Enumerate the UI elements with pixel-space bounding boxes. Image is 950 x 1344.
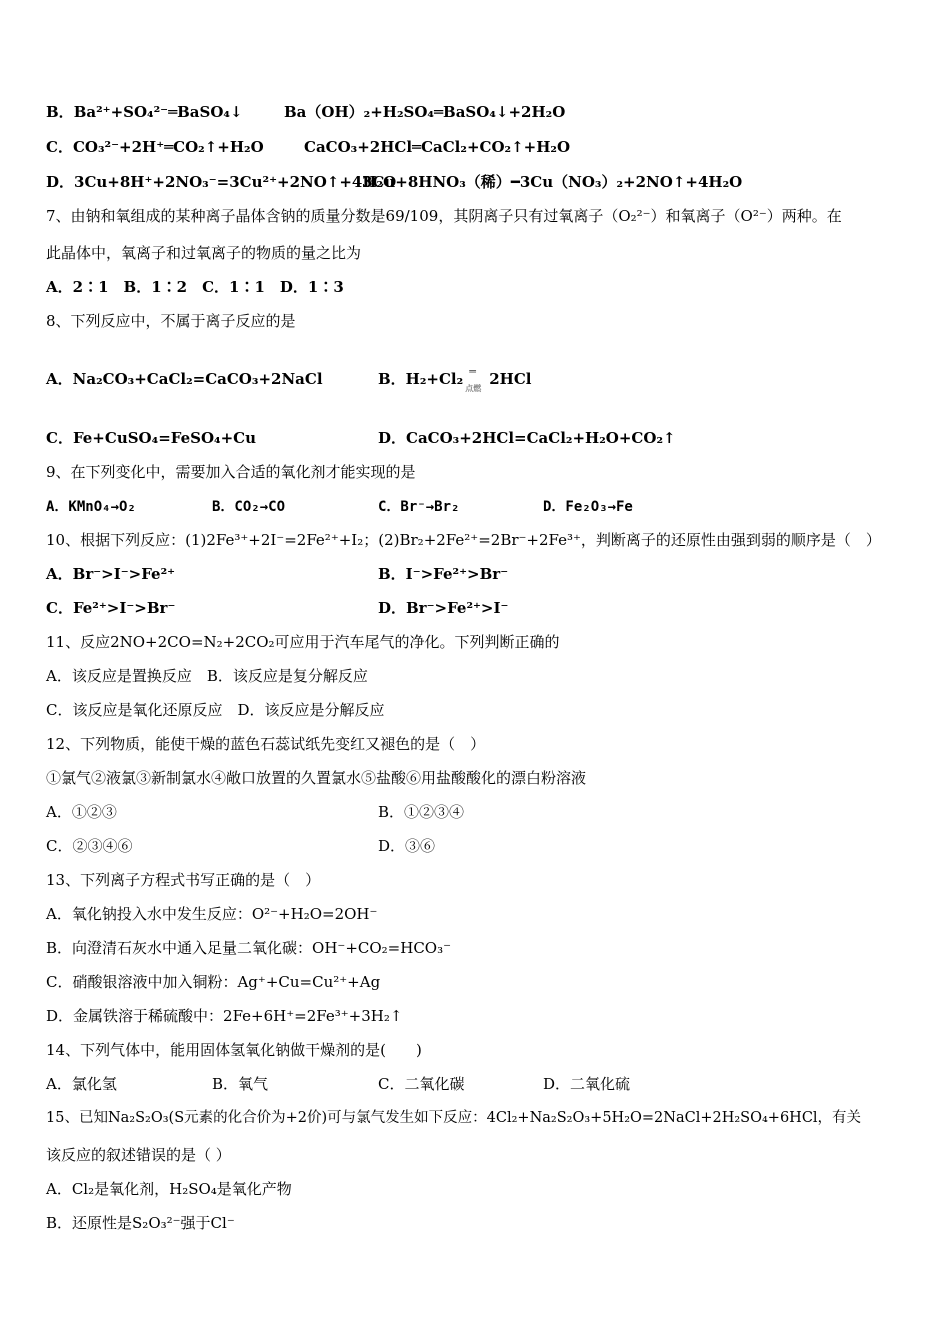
q6-b-left: Ba²⁺+SO₄²⁻═BaSO₄↓	[73, 103, 243, 121]
q7-stem-line1: 7、由钠和氧组成的某种离子晶体含钠的质量分数是69/109，其阴离子只有过氧离子（O₂²⁻）和氧离子（O²⁻）两种。在	[46, 207, 842, 225]
q8-b-condition	[463, 365, 489, 393]
q12-option-b: B．①②③④	[378, 803, 465, 821]
q6-option-c-right: CaCO₃+2HCl═CaCl₂+CO₂↑+H₂O	[304, 138, 571, 156]
q15-stem-line2: 该反应的叙述错误的是（ ）	[46, 1146, 231, 1164]
q6-d-left: 3Cu+8H⁺+2NO₃⁻=3Cu²⁺+2NO↑+4H₂O	[74, 173, 397, 191]
q13-option-a: A．氧化钠投入水中发生反应：O²⁻+H₂O=2OH⁻	[46, 905, 378, 923]
q11-stem: 11、反应2NO+2CO=N₂+2CO₂可应用于汽车尾气的净化。下列判断正确的	[46, 633, 560, 651]
q8-option-c: C．Fe+CuSO₄=FeSO₄+Cu	[46, 429, 257, 447]
q8-b-post: 2HCl	[489, 370, 532, 388]
q11-options-ab: A．该反应是置换反应 B．该反应是复分解反应	[46, 667, 368, 685]
q14-option-b: B．氧气	[212, 1075, 269, 1093]
q9-option-a: A．KMnO₄→O₂	[46, 499, 136, 515]
q9-option-b: B．CO₂→CO	[212, 499, 286, 515]
q15-stem-line1: 15、已知Na₂S₂O₃(S元素的化合价为+2价)可与氯气发生如下反应：4Cl₂+Na₂S₂O₃+5H₂O=2NaCl+2H₂SO₄+6HCl，有关	[46, 1110, 862, 1126]
q6-option-d-right: 3Cu+8HNO₃（稀）━3Cu（NO₃）₂+2NO↑+4H₂O	[362, 173, 743, 191]
q12-substance-list: ①氯气②液氯③新制氯水④敞口放置的久置氯水⑤盐酸⑥用盐酸酸化的漂白粉溶液	[46, 769, 587, 787]
q12-option-c: C．②③④⑥	[46, 837, 133, 855]
q9-option-c: C．Br⁻→Br₂	[378, 499, 460, 515]
q14-option-d: D．二氧化硫	[543, 1075, 631, 1093]
q12-option-a: A．①②③	[46, 803, 117, 821]
q6-option-d	[46, 172, 396, 192]
q10-option-c: C．Fe²⁺>I⁻>Br⁻	[46, 599, 176, 617]
q9-option-c-wrap	[378, 496, 459, 517]
q11-options-cd: C．该反应是氧化还原反应 D．该反应是分解反应	[46, 701, 385, 719]
q6-c-label: C．	[46, 138, 73, 156]
q12-stem: 12、下列物质，能使干燥的蓝色石蕊试纸先变红又褪色的是（ ）	[46, 735, 486, 753]
q8-stem: 8、下列反应中，不属于离子反应的是	[46, 312, 296, 330]
q6-b-label: B．	[46, 103, 74, 121]
q6-d-label: D．	[46, 173, 75, 191]
q8-option-a: A．Na₂CO₃+CaCl₂=CaCO₃+2NaCl	[46, 370, 323, 388]
q8-b-pre: B．H₂+Cl₂	[378, 370, 464, 388]
q7-options: A．2∶1 B．1∶2 C．1∶1 D．1∶3	[46, 278, 344, 296]
q13-stem: 13、下列离子方程式书写正确的是（ ）	[46, 871, 321, 889]
q8-b-cond-top: ═	[469, 365, 476, 378]
q14-stem: 14、下列气体中，能用固体氢氧化钠做干燥剂的是( )	[46, 1041, 422, 1059]
q8-option-d: D．CaCO₃+2HCl=CaCl₂+H₂O+CO₂↑	[378, 429, 676, 447]
q10-option-d: D．Br⁻>Fe²⁺>I⁻	[378, 599, 509, 617]
q9-stem: 9、在下列变化中，需要加入合适的氧化剂才能实现的是	[46, 463, 416, 481]
q8-option-b	[378, 365, 532, 393]
q9-option-d: D．Fe₂O₃→Fe	[543, 499, 633, 515]
q13-option-b: B．向澄清石灰水中通入足量二氧化碳：OH⁻+CO₂=HCO₃⁻	[46, 939, 452, 957]
q6-option-c	[46, 137, 264, 157]
q13-option-c: C．硝酸银溶液中加入铜粉：Ag⁺+Cu=Cu²⁺+Ag	[46, 973, 381, 991]
q10-option-a: A．Br⁻>I⁻>Fe²⁺	[46, 565, 176, 583]
q15-option-b: B．还原性是S₂O₃²⁻强于Cl⁻	[46, 1214, 235, 1232]
q9-option-d-wrap	[543, 496, 633, 517]
q12-option-d: D．③⑥	[378, 837, 436, 855]
q6-option-b	[46, 102, 243, 122]
q14-option-c: C．二氧化碳	[378, 1075, 465, 1093]
q13-option-d: D．金属铁溶于稀硫酸中：2Fe+6H⁺=2Fe³⁺+3H₂↑	[46, 1007, 403, 1025]
q14-option-a: A．氯化氢	[46, 1075, 117, 1093]
q15-option-a: A．Cl₂是氧化剂，H₂SO₄是氧化产物	[46, 1180, 292, 1198]
q9-option-a-wrap	[46, 496, 136, 517]
q10-stem: 10、根据下列反应：(1)2Fe³⁺+2I⁻=2Fe²⁺+I₂；(2)Br₂+2Fe²⁺=2Br⁻+2Fe³⁺，判断离子的还原性由强到弱的顺序是（ ）	[46, 531, 881, 549]
q10-option-b: B．I⁻>Fe²⁺>Br⁻	[378, 565, 509, 583]
q6-c-left: CO₃²⁻+2H⁺═CO₂↑+H₂O	[72, 138, 264, 156]
q9-option-b-wrap	[212, 496, 285, 517]
q6-option-b-right: Ba（OH）₂+H₂SO₄═BaSO₄↓+2H₂O	[284, 103, 566, 121]
q7-stem-line2: 此晶体中，氧离子和过氧离子的物质的量之比为	[46, 244, 362, 262]
q8-b-cond-bot: 点燃	[465, 383, 482, 393]
